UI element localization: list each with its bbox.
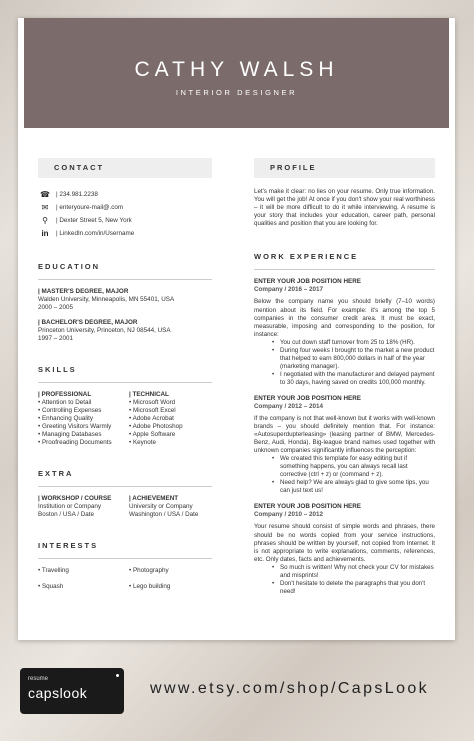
skill-item: • Managing Databases: [38, 431, 102, 438]
skill-item: • Controlling Expenses: [38, 407, 102, 414]
profile-text: Let's make it clear: no lies on your resume. Only true information. You will get the job! At once if you don't show your real worthiness – it will be more difficult to do it while interviewing. A resume is your story that includes your education, career path, personal qualities and position that you are looking for.: [254, 188, 435, 228]
achievement-institution: University or Company: [129, 503, 193, 510]
contact-heading: CONTACT: [38, 158, 212, 178]
interest-item: • Photography: [129, 567, 169, 574]
job-description: If the company is not that well-known but it works with well-known brands – you should definitely mention that. For instance: «Autosuperdupterleasing» (leasing partner of BMW, Mercedes-Benz, Audi, Honda). Big-league brand names used together with unknown companies significantly influences the perception:: [254, 414, 435, 455]
workshop-block: [38, 495, 121, 519]
job-bullets: [280, 455, 435, 495]
candidate-name: CATHY WALSH: [134, 58, 339, 81]
right-column: [254, 158, 435, 596]
skill-item: • Adobe Acrobat: [129, 415, 174, 422]
job-description: Below the company name you should briefly (7–10 words) mention about its field. For example: it's among the top 5 companies in the consumer credit area. It must be exact, measurable, imposing and corresponding to the position, for instance:: [254, 298, 435, 338]
skill-item: • Apple Software: [129, 431, 176, 438]
workshop-institution: Institution or Company: [38, 503, 101, 510]
skill-item: • Keynote: [129, 439, 157, 446]
job-company: Company / 2010 – 2012: [254, 511, 323, 519]
education-list: [38, 288, 212, 343]
interests-grid: [38, 567, 212, 591]
brand-small-text: resume: [28, 676, 49, 682]
job-bullet: • So much is written! Why not check your CV for mistakes and misprints!: [280, 564, 435, 580]
skill-item: • Attention to Detail: [38, 399, 92, 406]
workshop-heading: | WORKSHOP / COURSE: [38, 495, 112, 502]
location-icon: ⚲: [42, 216, 48, 225]
education-school: Princeton University, Princeton, NJ 08544, USA: [38, 327, 171, 334]
extra-columns: [38, 495, 212, 519]
job-bullet: • Need help? We are always glad to give some tips, you can just text us!: [280, 479, 435, 495]
education-degree: | BACHELOR'S DEGREE, MAJOR: [38, 319, 138, 326]
resume-page: [18, 18, 455, 640]
education-years: 1997 – 2001: [38, 335, 74, 342]
interest-item: • Travelling: [38, 567, 69, 574]
contact-address: [38, 214, 212, 227]
contact-phone-text: | 234.981.2238: [56, 191, 98, 198]
job-position: ENTER YOUR JOB POSITION HERE: [254, 278, 361, 286]
interests-col: [129, 567, 212, 591]
job-company: Company / 2012 – 2014: [254, 402, 323, 410]
brand-logo: [20, 668, 124, 714]
professional-skills: [38, 391, 121, 447]
job-bullet: • I negotiated with the manufacturer and delayed payment to 30 days, having saved on credits 100,000 monthly.: [280, 371, 435, 387]
job-position: ENTER YOUR JOB POSITION HERE: [254, 503, 361, 511]
professional-heading: | PROFESSIONAL: [38, 391, 92, 398]
skill-item: • Microsoft Word: [129, 399, 176, 406]
job-description: Your resume should consist of simple words and phrases, there should be no words copied from your service instructions, phrases should be written by yourself, not copied from Internet. It is not appropriate to write explanations, comments, references, etc. Only dates, facts and achievements.: [254, 523, 435, 563]
skills-columns: [38, 391, 212, 447]
skill-item: • Adobe Photoshop: [129, 423, 183, 430]
extra-heading: EXTRA: [38, 469, 212, 487]
interest-item: • Squash: [38, 583, 64, 590]
profile-heading: PROFILE: [254, 158, 435, 178]
education-heading: EDUCATION: [38, 262, 212, 280]
linkedin-icon: in: [41, 229, 49, 238]
job-entry: [254, 503, 435, 595]
brand-name: capslook: [28, 685, 88, 701]
skill-item: • Proofreading Documents: [38, 439, 112, 446]
education-school: Walden University, Minneapolis, MN 55401, USA: [38, 296, 175, 303]
contact-address-text: | Dexter Street 5, New York: [56, 217, 132, 224]
shop-url: www.etsy.com/shop/CapsLook: [150, 680, 430, 697]
phone-icon: ☎: [40, 190, 50, 199]
job-bullets: [280, 339, 435, 387]
job-bullet: • During four weeks I brought to the market a new product that helped to earn 800,000 dollars in half of the year (marketing manager).: [280, 347, 435, 371]
resume-header: [24, 18, 449, 128]
skill-item: • Enhancing Quality: [38, 415, 94, 422]
job-bullets: [280, 564, 435, 596]
job-entry: [254, 278, 435, 386]
experience-heading: WORK EXPERIENCE: [254, 252, 435, 270]
contact-list: [38, 188, 212, 240]
brand-dot-icon: [116, 674, 119, 677]
job-position: ENTER YOUR JOB POSITION HERE: [254, 394, 361, 402]
contact-linkedin-text: | LinkedIn.com/in/Username: [56, 230, 135, 237]
technical-heading: | TECHNICAL: [129, 391, 169, 398]
achievement-place: Washington / USA / Date: [129, 511, 199, 518]
contact-phone: [38, 188, 212, 201]
workshop-place: Boston / USA / Date: [38, 511, 95, 518]
mail-icon: ✉: [41, 203, 49, 212]
contact-linkedin: [38, 227, 212, 240]
candidate-role: INTERIOR DESIGNER: [175, 88, 298, 97]
achievement-heading: | ACHIEVEMENT: [129, 495, 179, 502]
interests-heading: INTERESTS: [38, 541, 212, 559]
job-company: Company / 2016 – 2017: [254, 286, 323, 294]
contact-email: [38, 201, 212, 214]
education-years: 2000 – 2005: [38, 304, 74, 311]
job-bullet: • You cut down staff turnover from 25 to 18% (HR).: [280, 339, 435, 347]
job-bullet: • Don't hesitate to delete the paragraphs that you don't need!: [280, 580, 435, 596]
interests-col: [38, 567, 121, 591]
skills-heading: SKILLS: [38, 365, 212, 383]
skill-item: • Greeting Visitors Warmly: [38, 423, 112, 430]
job-entry: [254, 395, 435, 495]
achievement-block: [129, 495, 212, 519]
skill-item: • Microsoft Excel: [129, 407, 176, 414]
job-bullet: • We created this template for easy editing but if something happens, you can always recall last corrective (ctrl + z) or (command + z).: [280, 455, 435, 479]
technical-skills: [129, 391, 212, 447]
education-degree: | MASTER'S DEGREE, MAJOR: [38, 288, 129, 295]
left-column: [38, 158, 212, 591]
interest-item: • Lego building: [129, 583, 171, 590]
contact-email-text: | enteryoure-mail@.com: [56, 204, 124, 211]
